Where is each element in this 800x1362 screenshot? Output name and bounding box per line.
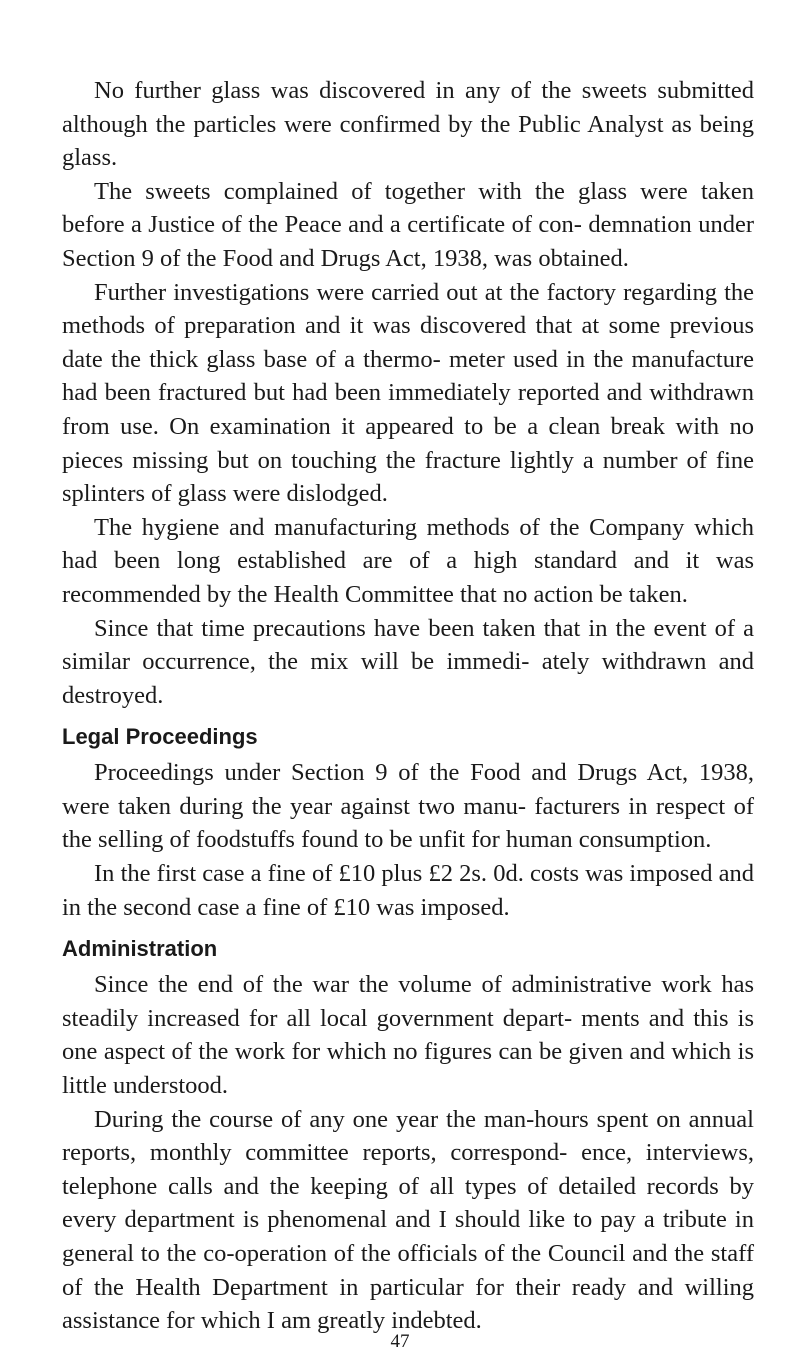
section-heading-administration: Administration (62, 936, 218, 962)
paragraph: In the first case a fine of £10 plus £2 2s. 0d. costs was imposed and in the second case a fine of £10 was imposed. (62, 860, 754, 921)
paragraph: No further glass was discovered in any of the sweets submitted although the particles were confirmed by the Public Analyst as being glass. (62, 77, 754, 172)
paragraph: The sweets complained of together with the glass were taken before a Justice of the Peace and a certificate of con- demnation under Section 9 of the Food and Drugs Act, 1938, was obtained. (62, 177, 754, 272)
paragraph: Proceedings under Section 9 of the Food and Drugs Act, 1938, were taken during the year against two manu- facturers in respect of the selling of foodstuffs found to be unfit for human consumption. (62, 759, 754, 854)
page-number: 47 (390, 1331, 410, 1352)
paragraph: Since that time precautions have been taken that in the event of a similar occurrence, the mix will be immedi- ately withdrawn and destroyed. (62, 614, 754, 709)
paragraph: Since the end of the war the volume of administrative work has steadily increased for all local government depart- ments and this is one aspect of the work for which no figures can be given and which is little understood. (62, 971, 754, 1100)
paragraph: During the course of any one year the man-hours spent on annual reports, monthly committee reports, correspond- ence, interviews, telephone calls and the keeping of all types of detailed records by every department is phenomenal and I should like to pay a tribute in general to the co-operation of the officials of the Council and the staff of the Health Department in particular for their ready and willing assistance for which I am greatly indebted. (62, 1105, 754, 1335)
section-heading-legal-proceedings: Legal Proceedings (62, 724, 258, 750)
document-page (62, 74, 754, 1338)
paragraph: The hygiene and manufacturing methods of the Company which had been long established are of a high standard and it was recommended by the Health Committee that no action be taken. (62, 513, 754, 608)
paragraph: Further investigations were carried out at the factory regarding the methods of preparation and it was discovered that at some previous date the thick glass base of a thermo- meter used in the manufacture had been fractured but had been immediately reported and withdrawn from use. On examination it appeared to be a clean break with no pieces missing but on touching the fracture lightly a number of fine splinters of glass were dislodged. (62, 278, 754, 508)
